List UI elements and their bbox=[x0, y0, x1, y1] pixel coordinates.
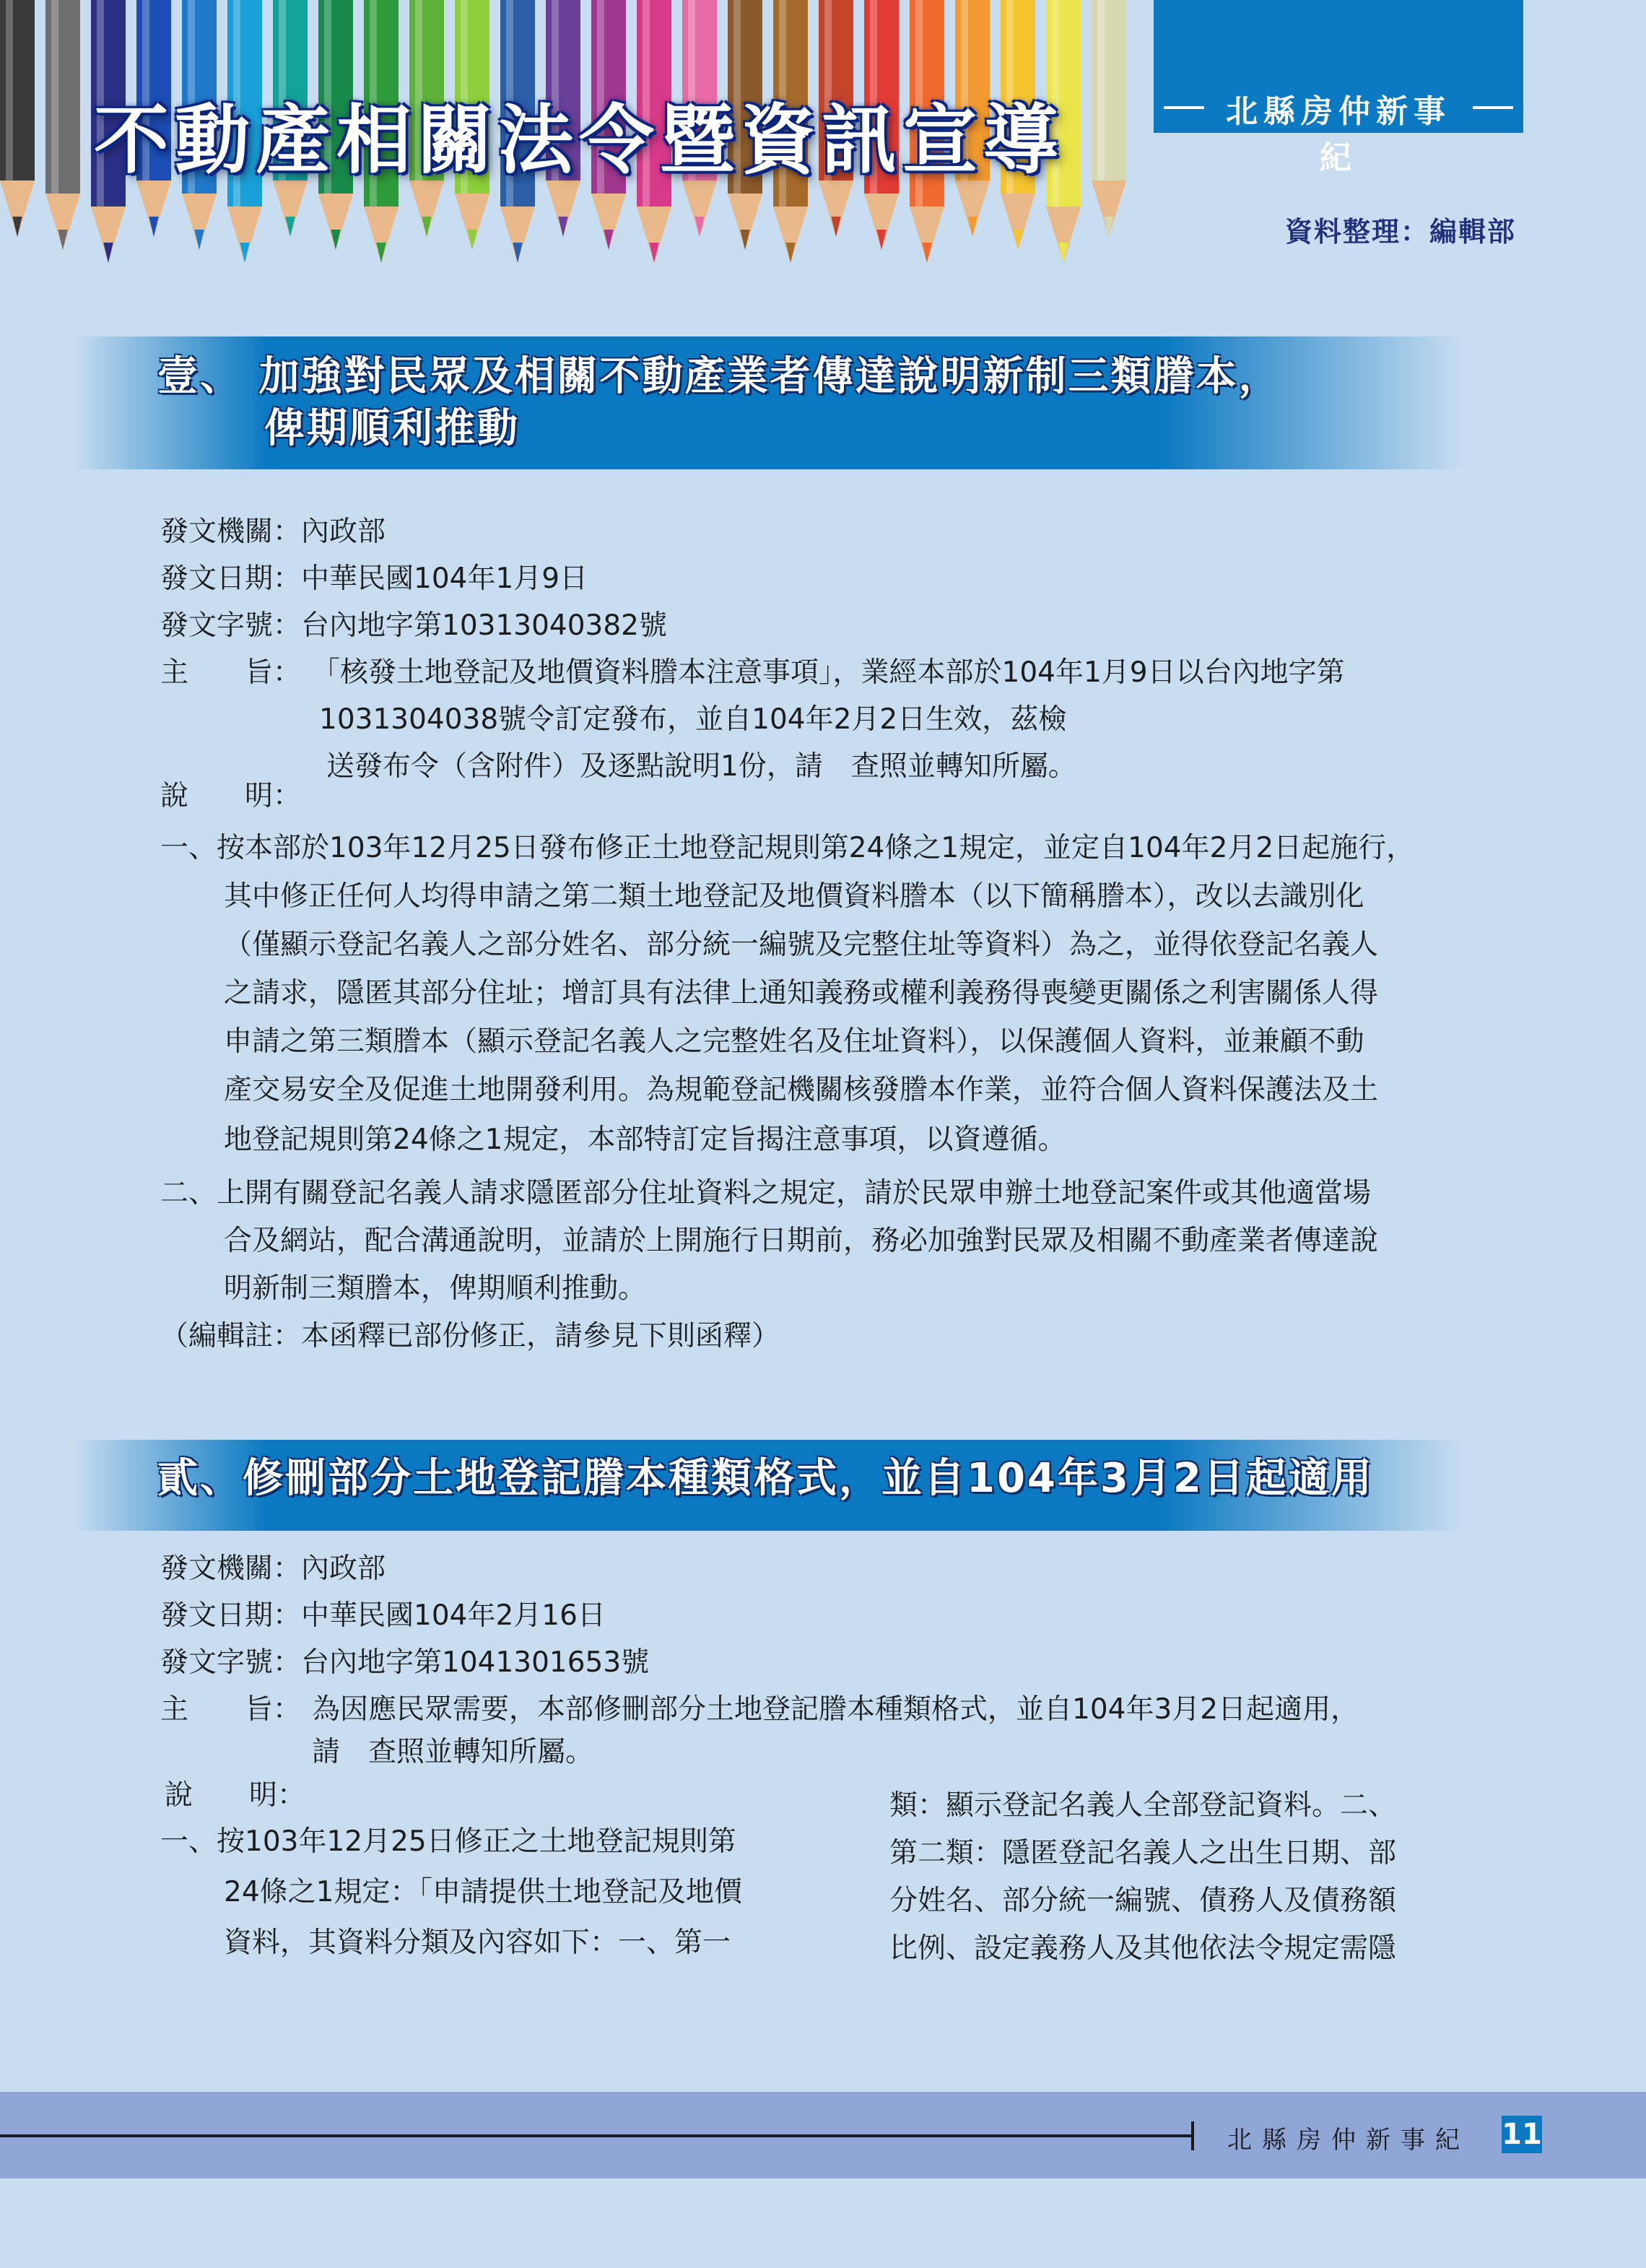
s1-point1-line: （僅顯示登記名義人之部分姓名、部分統一編號及完整住址等資料）為之，並得依登記名義人 bbox=[224, 929, 1379, 961]
section1-heading-line1: 壹、 加強對民眾及相關不動產業者傳達說明新制三類謄本， bbox=[157, 353, 1281, 400]
pencil-icon bbox=[1092, 0, 1126, 237]
footer-magazine-name: 北縣房仲新事紀 bbox=[1227, 2126, 1470, 2155]
s2-subject-line: 為因應民眾需要，本部修刪部分土地登記謄本種類格式，並自104年3月2日起適用， bbox=[312, 1693, 1359, 1726]
s2-subject-line: 請 查照並轉知所屬。 bbox=[312, 1736, 594, 1768]
s1-point2-line: 二、上開有關登記名義人請求隱匿部分住址資料之規定，請於民眾申辦土地登記案件或其他適當場 bbox=[160, 1177, 1372, 1209]
s1-subject-line: 1031304038號令訂定發布，並自104年2月2日生效，茲檢 bbox=[319, 703, 1067, 736]
s2-right-line: 比例、設定義務人及其他依法令規定需隱 bbox=[889, 1932, 1397, 1965]
section2-heading: 貳、修刪部分土地登記謄本種類格式，並自104年3月2日起適用 bbox=[157, 1455, 1374, 1502]
pencil-icon bbox=[45, 0, 80, 250]
s1-point2-line: 明新制三類謄本，俾期順利推動。 bbox=[224, 1272, 647, 1305]
s2-date: 發文日期：中華民國104年2月16日 bbox=[160, 1599, 606, 1632]
page-title: 不動產相關法令暨資訊宣導 bbox=[94, 96, 1065, 184]
s1-point1-line: 其中修正任何人均得申請之第二類土地登記及地價資料謄本（以下簡稱謄本），改以去識別化 bbox=[224, 880, 1364, 913]
s2-number: 發文字號：台內地字第1041301653號 bbox=[160, 1646, 650, 1679]
s2-issuer: 發文機關：內政部 bbox=[160, 1552, 386, 1585]
magazine-header-box bbox=[1154, 0, 1523, 176]
pencil-icon bbox=[0, 0, 35, 237]
s1-point1-line: 之請求，隱匿其部分住址；增訂具有法律上通知義務或權利義務得喪變更關係之利害關係人得 bbox=[224, 977, 1379, 1009]
s1-subject-line: 送發布令（含附件）及逐點說明1份，請 查照並轉知所屬。 bbox=[326, 750, 1076, 783]
s1-date: 發文日期：中華民國104年1月9日 bbox=[160, 562, 588, 595]
s1-point2-line: 合及網站，配合溝通說明，並請於上開施行日期前，務必加強對民眾及相關不動產業者傳達說 bbox=[224, 1225, 1379, 1257]
footer-rule-tick bbox=[1191, 2121, 1194, 2150]
s2-subject-label: 主 旨： bbox=[160, 1693, 302, 1726]
s2-explanation-label: 說 明： bbox=[165, 1779, 306, 1812]
s2-left-line: 一、按103年12月25日修正之土地登記規則第 bbox=[160, 1825, 736, 1858]
header-line-right bbox=[1473, 106, 1513, 109]
s1-point1-line: 地登記規則第24條之1規定，本部特訂定旨揭注意事項，以資遵循。 bbox=[224, 1124, 1066, 1156]
header-line-left bbox=[1164, 106, 1204, 109]
s1-explanation-label: 說 明： bbox=[160, 780, 302, 812]
section1-heading-bar bbox=[72, 336, 1466, 469]
s2-left-line: 24條之1規定：「申請提供土地登記及地價 bbox=[224, 1876, 742, 1908]
s2-right-line: 分姓名、部分統一編號、債務人及債務額 bbox=[889, 1885, 1397, 1917]
s2-right-line: 類：顯示登記名義人全部登記資料。二、 bbox=[889, 1789, 1397, 1822]
s1-point1-line: 產交易安全及促進土地開發利用。為規範登記機關核發謄本作業，並符合個人資料保護法及土 bbox=[224, 1074, 1379, 1106]
s1-point1-line: 一、按本部於103年12月25日發布修正土地登記規則第24條之1規定，並定自104年2月2日起施行， bbox=[160, 832, 1415, 864]
s1-subject-label: 主 旨： bbox=[160, 656, 302, 689]
magazine-name: 北縣房仲新事紀 bbox=[1226, 93, 1451, 176]
s2-left-line: 資料，其資料分類及內容如下：一、第一 bbox=[224, 1926, 731, 1959]
s1-editor-note: （編輯註：本函釋已部份修正，請參見下則函釋） bbox=[160, 1320, 780, 1352]
section1-heading-line2: 俾期順利推動 bbox=[264, 405, 520, 452]
page-number: 11 bbox=[1502, 2116, 1542, 2153]
footer-rule bbox=[0, 2134, 1191, 2137]
section1-heading bbox=[157, 351, 1281, 455]
s2-right-line: 第二類：隱匿登記名義人之出生日期、部 bbox=[889, 1837, 1397, 1869]
s1-point1-line: 申請之第三類謄本（顯示登記名義人之完整姓名及住址資料），以保護個人資料，並兼顧不動 bbox=[224, 1025, 1364, 1058]
s1-number: 發文字號：台內地字第10313040382號 bbox=[160, 609, 667, 642]
section2-heading-bar bbox=[72, 1440, 1466, 1531]
s1-subject-line: 「核發土地登記及地價資料謄本注意事項」，業經本部於104年1月9日以台內地字第 bbox=[312, 656, 1345, 689]
compiled-by: 資料整理：編輯部 bbox=[1284, 216, 1516, 248]
s1-issuer: 發文機關：內政部 bbox=[160, 516, 386, 548]
